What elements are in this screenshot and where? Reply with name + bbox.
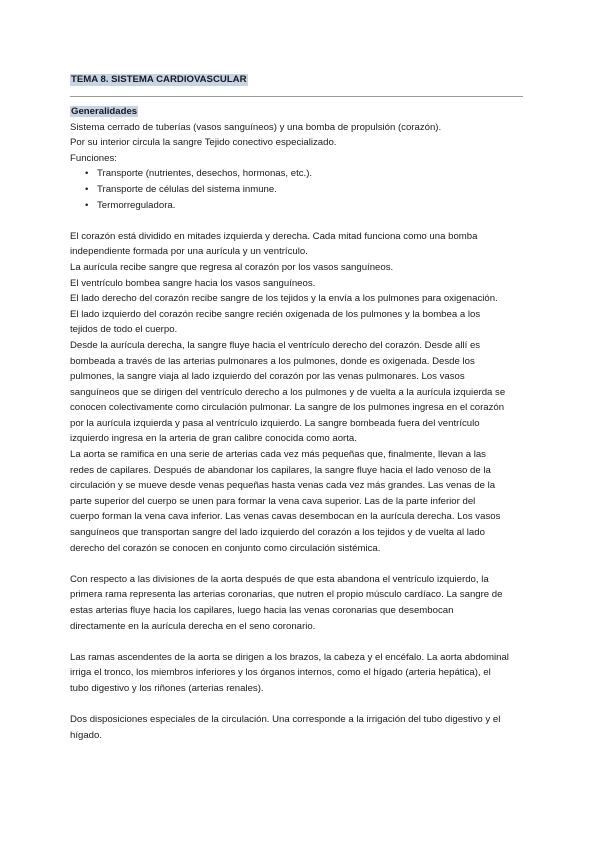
text-line: irriga el tronco, los miembros inferiores y los órganos internos, como el hígado (arteria hepática), el: [70, 667, 491, 679]
text-line: El lado izquierdo del corazón recibe sangre recién oxigenada de los pulmones y la bombea a los: [70, 308, 481, 320]
title-divider: [70, 96, 523, 97]
text-line: hígado.: [70, 729, 103, 741]
intro-line: Sistema cerrado de tuberías (vasos sanguíneos) y una bomba de propulsión (corazón).: [70, 121, 442, 133]
text-line: derecho del corazón se conocen en conjunto como circulación sistémica.: [70, 542, 381, 554]
text-line: tubo digestivo y los riñones (arterias renales).: [70, 682, 264, 694]
intro-line: Funciones:: [70, 152, 117, 164]
text-line: El ventrículo bombea sangre hacia los vasos sanguíneos.: [70, 277, 316, 289]
intro-line: Por su interior circula la sangre Tejido conectivo especializado.: [70, 137, 337, 149]
text-line: por la aurícula izquierda y pasa al ventrículo izquierdo. La sangre bombeada fuera del ventrículo: [70, 417, 480, 429]
text-line: sanguíneos que se dirigen del ventrículo derecho a los pulmones y de vuelta a la aurícula izquierda se: [70, 386, 506, 398]
section-heading: Generalidades: [71, 106, 138, 117]
text-line: sanguíneos que transportan sangre del lado izquierdo del corazón a los tejidos y de vuelta al lado: [70, 527, 485, 539]
text-line: independiente formada por una aurícula y un ventrículo.: [70, 246, 308, 258]
text-line: Dos disposiciones especiales de la circulación. Una corresponde a la irrigación del tubo digestivo y el: [70, 714, 501, 726]
text-line: bombeada a través de las arterias pulmonares a los pulmones, donde es oxigenada. Desde los: [70, 355, 475, 367]
text-line: tejidos de todo el cuerpo.: [70, 324, 178, 336]
paragraph-heart-circulation: [70, 229, 526, 556]
text-line: La aurícula recibe sangre que regresa al corazón por los vasos sanguíneos.: [70, 261, 394, 273]
text-line: cuerpo forman la vena cava inferior. Las venas cavas desembocan en la aurícula derecha. Los vasos: [70, 511, 501, 523]
functions-list: [70, 166, 526, 213]
document-title: TEMA 8. SISTEMA CARDIOVASCULAR: [71, 74, 247, 85]
text-line: El lado derecho del corazón recibe sangre de los tejidos y la envía a los pulmones para oxigenación.: [70, 293, 498, 305]
text-line: La aorta se ramifica en una serie de arterias cada vez más pequeñas que, finalmente, llevan a las: [70, 449, 486, 461]
paragraph-aorta-divisions: [70, 572, 526, 634]
text-line: circulación y se mueve desde venas pequeñas hasta venas cada vez más grandes. Las venas de la: [70, 480, 496, 492]
text-line: Las ramas ascendentes de la aorta se dirigen a los brazos, la cabeza y el encéfalo. La aorta abdominal: [70, 651, 509, 663]
paragraph-special-circulation: [70, 712, 526, 743]
list-item: • Termorreguladora.: [85, 198, 526, 214]
text-line: directamente en la aurícula derecha en el seno coronario.: [70, 620, 316, 632]
text-line: El corazón está dividido en mitades izquierda y derecha. Cada mitad funciona como una bomba: [70, 230, 478, 242]
paragraph-ascending-branches: [70, 650, 526, 697]
text-line: Desde la aurícula derecha, la sangre fluye hacia el ventrículo derecho del corazón. Desde allí es: [70, 339, 481, 351]
text-line: izquierdo ingresa en la arteria de gran calibre conocida como aorta.: [70, 433, 357, 445]
text-line: primera rama representa las arterias coronarias, que nutren el propio músculo cardíaco. La sangre de: [70, 589, 503, 601]
text-line: parte superior del cuerpo se unen para formar la vena cava superior. Las de la parte inferior del: [70, 495, 476, 507]
document-body: [70, 104, 526, 743]
text-line: redes de capilares. Después de abandonar los capilares, la sangre fluye hacia el lado venoso de la: [70, 464, 491, 476]
list-item: • Transporte de células del sistema inmune.: [85, 182, 526, 198]
text-line: pulmones, la sangre viaja al lado izquierdo del corazón por las venas pulmonares. Los vasos: [70, 371, 465, 383]
text-line: conocen colectivamente como circulación pulmonar. La sangre de los pulmones ingresa en el corazón: [70, 402, 505, 414]
list-item: • Transporte (nutrientes, desechos, hormonas, etc.).: [85, 166, 526, 182]
text-line: estas arterias fluye hacia los capilares, luego hacia las venas coronarias que desembocan: [70, 605, 454, 616]
text-line: Con respecto a las divisiones de la aorta después de que esta abandona el ventrículo izquierdo, la: [70, 573, 489, 585]
